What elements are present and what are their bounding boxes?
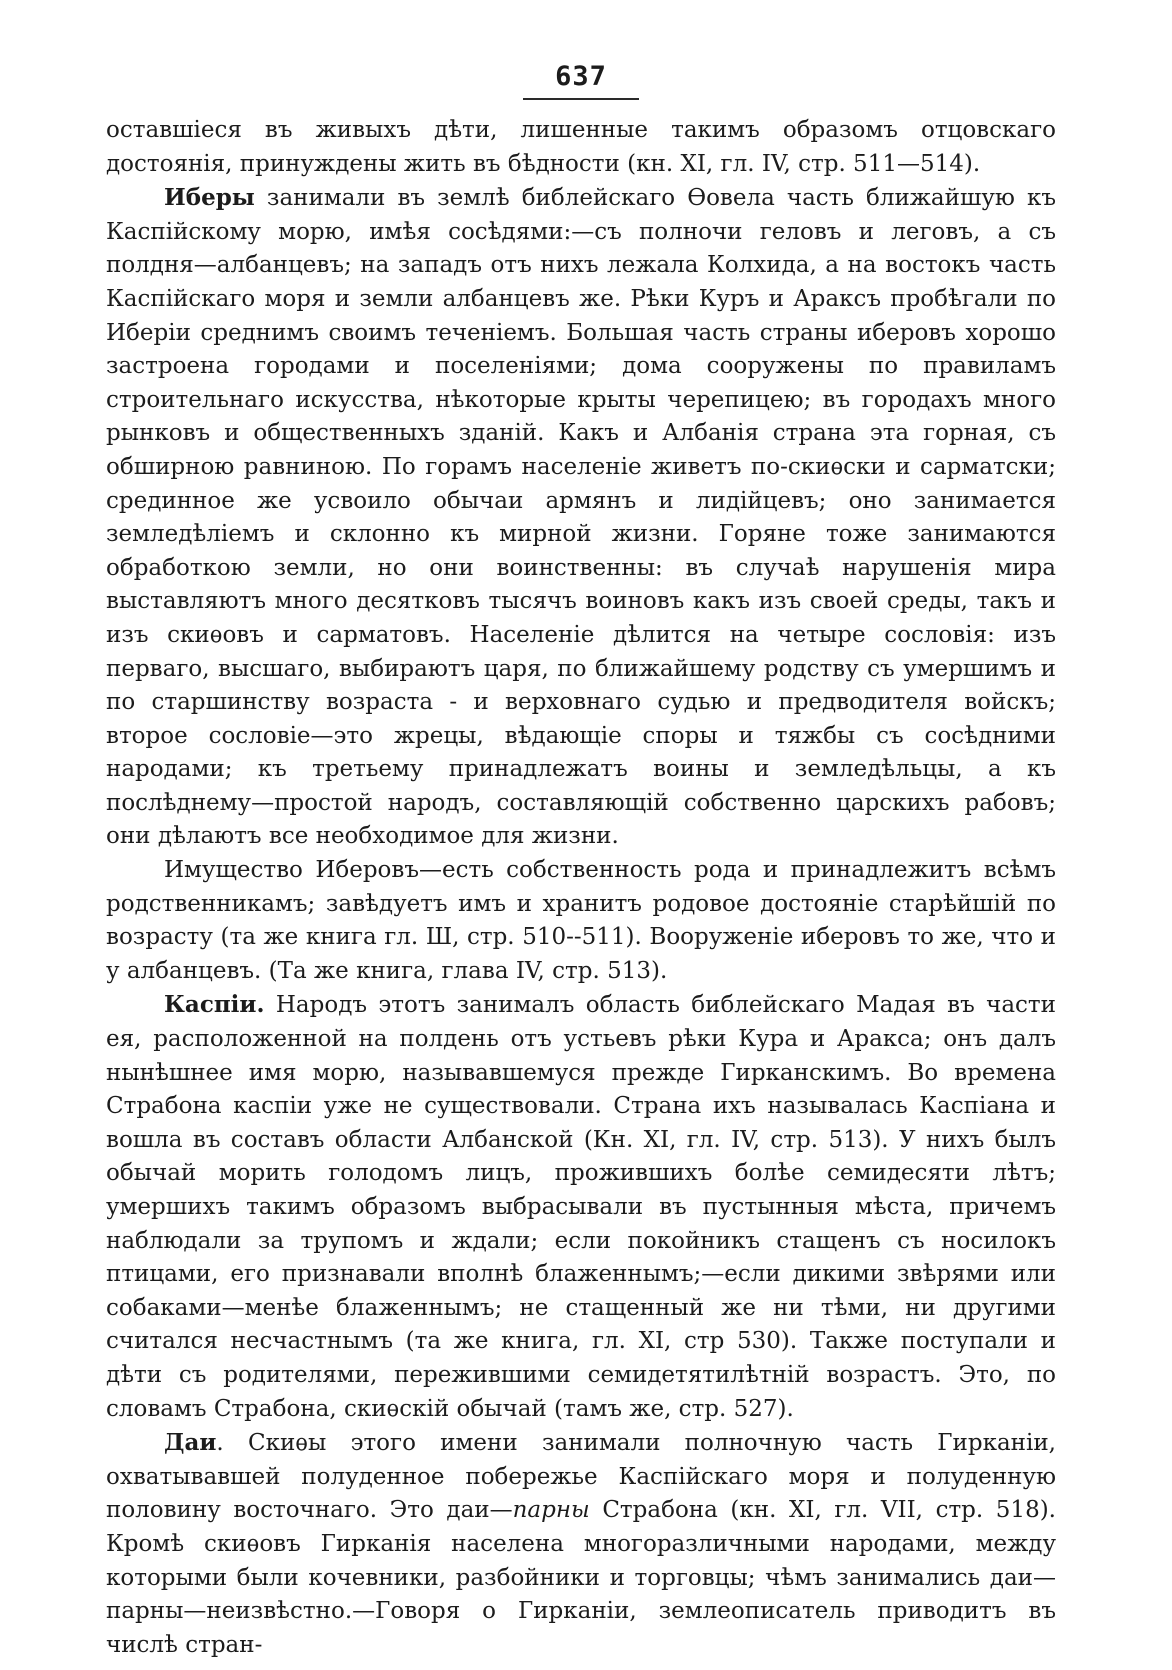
paragraph-imushchestvo xyxy=(106,854,1056,988)
term-heading-dai: Даи xyxy=(164,1429,217,1457)
paragraph-continuation xyxy=(106,114,1056,181)
paragraph-text-after-italic: Страбона (кн. XI, гл. VII, стр. 518). Кромѣ скиѳовъ Гирканія населена многоразличными народами, между которыми были кочевники, разбойники и торговцы; чѣмъ занимались даи—парны—неизвѣстно.—Говоря о Гирканіи, землеописатель приводитъ въ числѣ стран- xyxy=(106,1497,1056,1658)
paragraph-text: Имущество Иберовъ—есть собственность рода и принадлежитъ всѣмъ родственникамъ; завѣдуетъ имъ и хранитъ родовое достояніе старѣйшій по возрасту (та же книга гл. Ш, стр. 510--511). Вооруженіе иберовъ то же, что и у албанцевъ. (Та же книга, глава IV, стр. 513). xyxy=(106,857,1056,984)
book-page xyxy=(106,60,1056,1662)
italic-word-parny: парны xyxy=(512,1497,590,1524)
paragraph-ibery xyxy=(106,181,1056,854)
paragraph-text-before-italic: . Скиѳы этого имени занимали полночную часть Гирканіи, охватывавшей полуденное побережье Каспійскаго моря и полуденную половину восточнаго. Это даи— xyxy=(106,1430,1056,1524)
paragraph-dai xyxy=(106,1426,1056,1662)
paragraph-text: Народъ этотъ занималъ область библейскаго Мадая въ части ея, расположенной на полдень отъ устьевъ рѣки Кура и Аракса; онъ далъ нынѣшнее имя морю, называвшемуся прежде Гирканскимъ. Во времена Страбона каспіи уже не существовали. Страна ихъ называлась Каспіана и вошла въ составъ области Албанской (Кн. XI, гл. IV, стр. 513). У нихъ былъ обычай морить голодомъ лицъ, прожившихъ болѣе семидесяти лѣтъ; умершихъ такимъ образомъ выбрасывали въ пустынныя мѣста, причемъ наблюдали за трупомъ и ждали; если покойникъ стащенъ съ носилокъ птицами, его признавали вполнѣ блаженнымъ;—если дикими звѣрями или собаками—менѣе блаженнымъ; не стащенный же ни тѣми, ни другими считался несчастнымъ (та же книга, гл. XI, стр 530). Также поступали и дѣти съ родителями, пережившими семидетятилѣтній возрастъ. Это, по словамъ Страбона, скиѳскій обычай (тамъ же, стр. 527). xyxy=(106,992,1056,1422)
paragraph-text: оставшіеся въ живыхъ дѣти, лишенные такимъ образомъ отцовскаго достоянія, принуждены жить въ бѣдности (кн. XI, гл. IV, стр. 511—514). xyxy=(106,117,1056,177)
page-number: 637 xyxy=(523,60,639,100)
page-body xyxy=(106,114,1056,1662)
term-heading-ibery: Иберы xyxy=(164,184,255,212)
paragraph-text: занимали въ землѣ библейскаго Ѳовела часть ближайшую къ Каспійскому морю, имѣя сосѣдями:—съ полночи геловъ и леговъ, а съ полдня—албанцевъ; на западъ отъ нихъ лежала Колхида, а на востокъ часть Каспійскаго моря и земли албанцевъ же. Рѣки Куръ и Араксъ пробѣгали по Иберіи среднимъ своимъ теченіемъ. Большая часть страны иберовъ хорошо застроена городами и поселеніями; дома сооружены по правиламъ строительнаго искусства, нѣкоторые крыты черепицею; въ городахъ много рынковъ и общественныхъ зданій. Какъ и Албанія страна эта горная, съ обширною равниною. По горамъ населеніе живетъ по-скиѳски и сарматски; срединное же усвоило обычаи армянъ и лидійцевъ; оно занимается земледѣліемъ и склонно къ мирной жизни. Горяне тоже занимаются обработкою земли, но они воинственны: въ случаѣ нарушенія мира выставляютъ много десятковъ тысячъ воиновъ какъ изъ своей среды, такъ и изъ скиѳовъ и сарматовъ. Населеніе дѣлится на четыре сословія: изъ перваго, высшаго, выбираютъ царя, по ближайшему родству съ умершимъ и по старшинству возраста - и верховнаго судью и предводителя войскъ; второе сословіе—это жрецы, вѣдающіе споры и тяжбы съ сосѣдними народами; къ третьему принадлежатъ воины и земледѣльцы, а къ послѣднему—простой народъ, составляющій собственно царскихъ рабовъ; они дѣлаютъ все необходимое для жизни. xyxy=(106,185,1056,850)
paragraph-kaspii xyxy=(106,988,1056,1426)
page-header xyxy=(106,60,1056,100)
term-heading-kaspii: Каспіи. xyxy=(164,991,265,1019)
